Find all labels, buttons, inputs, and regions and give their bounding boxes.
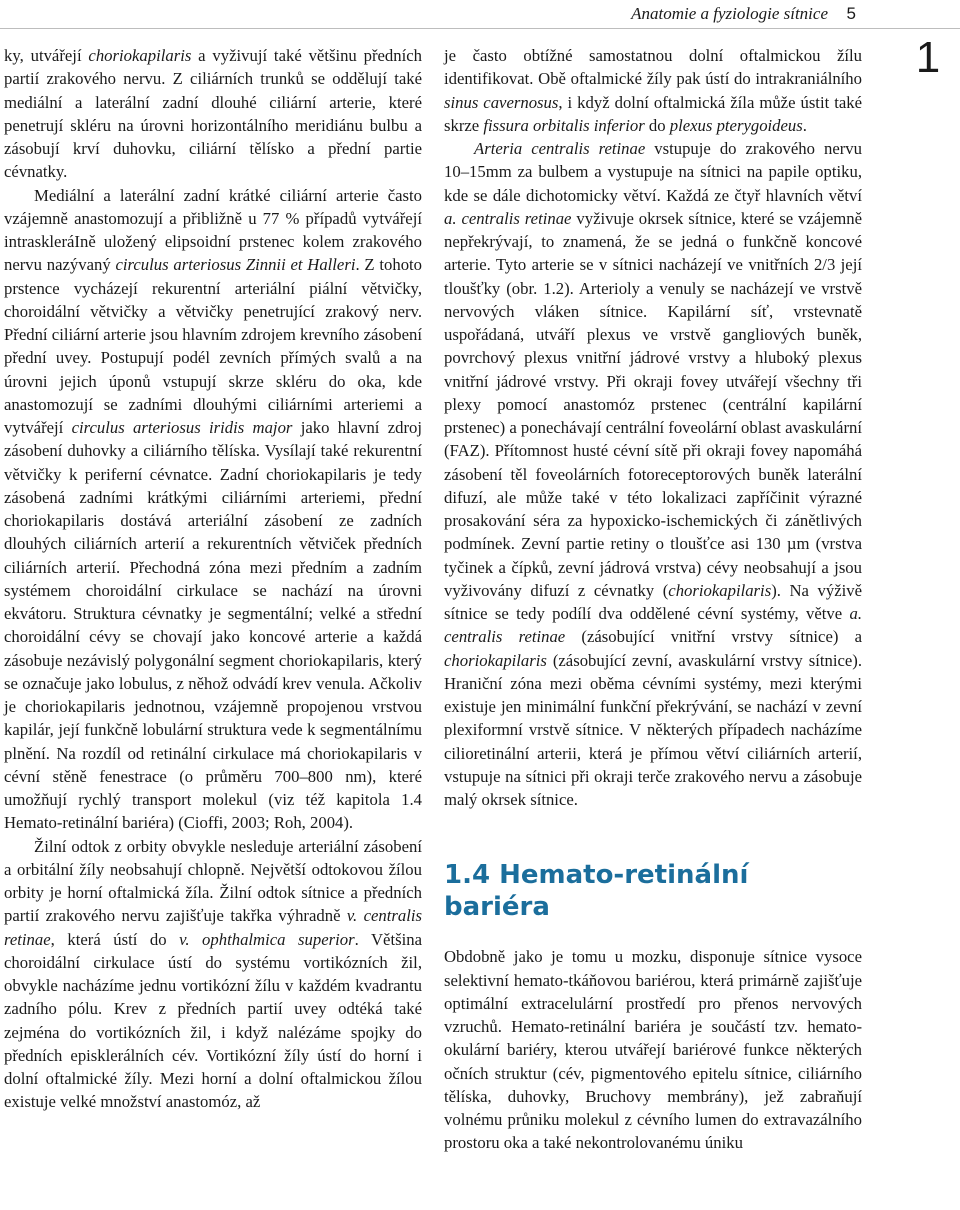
paragraph: Arteria centralis retinae vstupuje do zrakového nervu 10–15mm za bulbem a vystupuje na sítnici na papile optiku, kde se dále dichotomicky větví. Každá ze čtyř hlavních větví a. centralis retinae vyživuje okrsek sítnice, které se vzájemně nepřekrývají, to znamená, že se jedná o funkčně koncové arterie. Tyto arterie se v sítnici nacházejí ve vnitřních 2/3 její tloušťky (obr. 1.2). Arterioly a venuly se nacházejí ve vrstvě nervových vláken sítnice. Kapilární síť, vrstevnatě uspořádaná, utváří plexus ve vrstvě gangliových buněk, povrchový plexus vnitřní jádrové vrstvy a hluboký plexus vnitřní jádrové vrstvy. Při okraji fovey utvářejí všechny tři plexy pomocí anastomóz prstenec (centrální kapilární prstenec) a ponechávají centrální foveolární oblast avaskulární (FAZ). Přítomnost husté cévní sítě při okraji fovey napomáhá zásobení těl foveolárních fotoreceptorových buněk laterální difuzí, ale může také v této lokalizaci zapříčinit výrazné prosakování séra za hypoxicko-ischemických či zánětlivých podmínek. Zevní partie retiny o tloušťce asi 130 µm (vrstva tyčinek a čípků, zevní jádrová vrstva) cévy neobsahují a jsou vyživovány difuzí z cévnatky (choriokapilaris). Na výživě sítnice se tedy podílí dva oddělené cévní systémy, větve a. centralis retinae (zásobující vnitřní vrstvy sítnice) a choriokapilaris (zásobující zevní, avaskulární vrstvy sítnice). Hraniční zóna mezi oběma cévními systémy, mezi kterými existuje jen minimální funkční překrývání, se nachází v zevní plexiformní vrstvě sítnice. V některých případech nacházíme cilioretinální arterii, která je přímou větví ciliárních arterií, vstupuje na sítnici při okraji terče zrakového nervu a zásobuje malý okrsek sítnice. <box>444 139 863 809</box>
paragraph: Mediální a laterální zadní krátké ciliární arterie často vzájemně anastomozují a přibližně u 77 % případů vytvářejí intraskleráIně uložený elipsoidní prstenec kolem zrakového nervu nazývaný circulus arteriosus Zinnii et Halleri. Z tohoto prstence vycházejí rekurentní arteriální piální větvičky, choroidální větvičky a větvičky penetrující zrakový nerv. Přední ciliární arterie jsou hlavním zdrojem krevního zásobení přední uvey. Postupují podél zevních přímých svalů a na úrovni jejich úponů vstupují skrze skléru do oka, kde anastomozují se zadními dlouhými ciliárními arteriemi a vytvářejí circulus arteriosus iridis major jako hlavní zdroj zásobení duhovky a ciliárního tělíska. Vysílají také rekurentní větvičky k periferní cévnatce. Zadní choriokapilaris je tedy zásobená zadními krátkými ciliárními arteriemi, přední choriokapilaris dostává arteriální zásobení ze zadních dlouhých ciliárních arterií a rekurentních větviček předních ciliárních arterií. Přechodná zóna mezi předním a zadním systémem choroidální cirkulace se nachází na úrovni ekvátoru. Struktura cévnatky je segmentální; velké a střední choroidální cévy se chovají jako koncové arterie a každá zásobuje nezávislý polygonální segment choriokapilaris, který se označuje jako lobulus, z něhož odvádí krev venula. Ačkoliv je choriokapilaris jednotnou, vzájemně propojenou vrstvou kapilár, její funkčně lobulární struktura vede k segmentálnímu plnění. Na rozdíl od retinální cirkulace má choriokapilaris v cévní stěně fenestrace (o průměru 700–800 nm), které umožňují rychlý transport molekul (viz též kapitola 1.4 Hemato-retinální bariéra) (Cioffi, 2003; Roh, 2004). <box>4 185 423 833</box>
page-number: 5 <box>846 4 856 23</box>
paragraph: Obdobně jako je tomu u mozku, disponuje sítnice vysoce selektivní hemato-tkáňovou bariérou, která primárně zajišťuje optimální extracelulární prostředí pro přenos nervových vzruchů. Hemato-retinální bariéra je součástí tzv. hemato-okulární bariéry, kterou utvářejí bariérové funkce některých očních struktur (cév, pigmentového epitelu sítnice, ciliárního tělíska, duhovky, Bruchovy membrány), jež zabraňují volnému průniku molekul z cévního lumen do extravazálního prostoru oka a také nekontrolovanému úniku <box>444 947 862 1153</box>
right-column <box>444 44 862 1155</box>
chapter-number: 1 <box>915 33 941 82</box>
paragraph: je často obtížné samostatnou dolní oftalmickou žílu identifikovat. Obě oftalmické žíly pak ústí do intrakraniálního sinus cavernosus, i když dolní oftalmická žíla může ústit také skrze fissura orbitalis inferior do plexus pterygoideus. <box>444 46 863 135</box>
header-rule <box>0 28 960 29</box>
paragraph: ky, utvářejí choriokapilaris a vyživují také většinu předních partií zrakového nervu. Z ciliárních trunků se oddělují také mediální a laterální zadní dlouhé ciliární arterie, které penetrují skléru na úrovni horizontálního meridiánu bulbu a zásobují krví duhovku, ciliární tělísko a přední partie cévnatky. <box>4 46 422 182</box>
page-header <box>0 0 960 34</box>
running-title: Anatomie a fyziologie sítnice <box>631 4 828 23</box>
section-heading: 1.4 Hemato-retinální bariéra <box>444 860 749 923</box>
left-column <box>4 44 422 1114</box>
paragraph: Žilní odtok z orbity obvykle nesleduje arteriální zásobení a orbitální žíly neobsahují chlopně. Největší odtokovou žílou orbity je horní oftalmická žíla. Žilní odtok sítnice a předních partií zrakového nervu zajišťuje takřka výhradně v. centralis retinae, která ústí do v. ophthalmica superior. Většina choroidální cirkulace ústí do systému vortikózních žil, obvykle nacházíme jednu vortikózní žílu v každém kvadrantu zadního pólu. Krev z předních partií uvey odtéká také zejména do vortikózních žil, i když nalézáme spojky do předních episklerálních cév. Vortikózní žíly ústí do horní i dolní oftalmické žíly. Mezi horní a dolní oftalmickou žílou existuje velké množství anastomóz, až <box>4 836 422 1112</box>
